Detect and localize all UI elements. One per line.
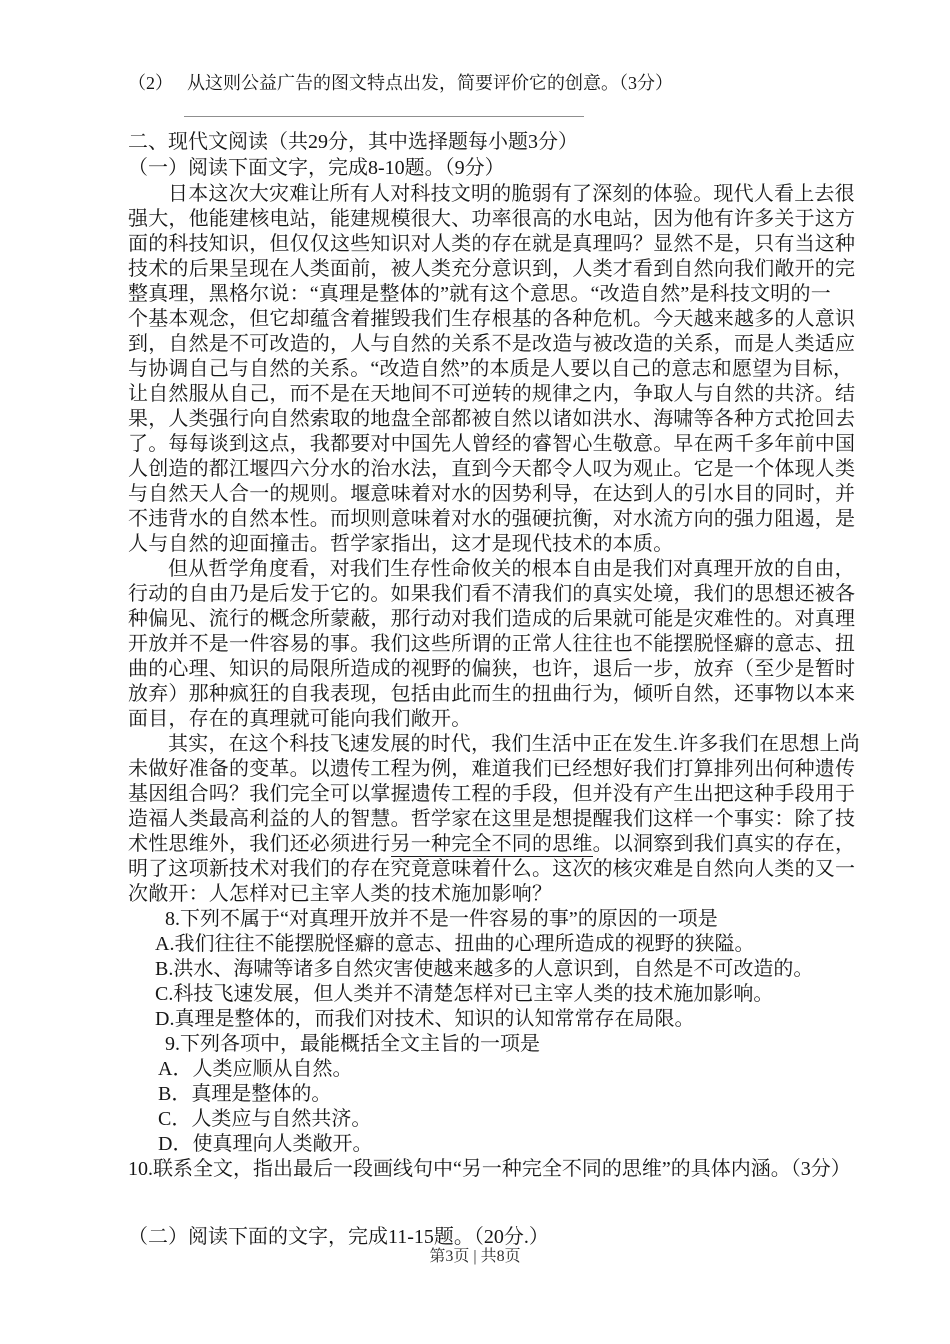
passage-line: 与自然天人合一的规则。堰意味着对水的因势利导，在达到人的引水目的同时，并: [128, 483, 856, 505]
passage-line: 种偏见、流行的概念所蒙蔽，那行动对我们造成的后果就可能是灾难性的。对真理: [128, 608, 856, 630]
passage-line: 未做好准备的变革。以遗传工程为例，难道我们已经想好我们打算排列出何种遗传: [128, 758, 856, 780]
passage-line: 曲的心理、知识的局限所造成的视野的偏狭，也许，退后一步，放弃（至少是暂时: [128, 658, 856, 680]
question-8-option-c: C.科技飞速发展，但人类并不清楚怎样对已主宰人类的技术施加影响。: [155, 983, 774, 1005]
question-10: 10.联系全文，指出最后一段画线句中“另一种完全不同的思维”的具体内涵。（3分）: [128, 1158, 851, 1180]
question-8-option-d: D.真理是整体的，而我们对技术、知识的认知常常存在局限。: [155, 1008, 695, 1030]
part-1-heading: （一）阅读下面文字，完成8-10题。（9分）: [128, 157, 505, 179]
passage-text: 术性思维外，我们还必须进行: [128, 833, 391, 855]
passage-line: 果，人类强行向自然索取的地盘全部都被自然以诸如洪水、海啸等各种方式抢回去: [128, 408, 856, 430]
passage-line: 人与自然的迎面撞击。哲学家指出，这才是现代技术的本质。: [128, 533, 674, 555]
reading-passage: [128, 182, 888, 907]
passage-line: 基因组合吗？我们完全可以掌握遗传工程的手段，但并没有产生出把这种手段用于: [128, 783, 856, 805]
question-8-option-b: B.洪水、海啸等诸多自然灾害使越来越多的人意识到，自然是不可改造的。: [155, 958, 814, 980]
question-2-label: （2）: [128, 73, 173, 93]
passage-paragraph-3: [128, 732, 888, 907]
passage-text: 。以洞察到我们真实的存在，: [592, 833, 856, 855]
passage-line: 技术的后果呈现在人类面前，被人类充分意识到，人类才看到自然向我们敞开的完: [128, 258, 856, 280]
passage-line: 了。每每谈到这点，我都要对中国先人曾经的睿智心生敬意。早在两千多年前中国: [128, 433, 856, 455]
passage-line: 强大，他能建核电站，能建规模很大、功率很高的水电站，因为他有许多关于这方: [128, 208, 856, 230]
page-footer: 第3页 | 共8页: [429, 1248, 521, 1265]
passage-paragraph-2: [128, 557, 888, 732]
question-9-option-c: C．人类应与自然共济。: [158, 1108, 372, 1130]
passage-line: 其实，在这个科技飞速发展的时代，我们生活中正在发生.许多我们在思想上尚: [168, 733, 860, 755]
passage-line: 整真理，黑格尔说：“真理是整体的”就有这个意思。“改造自然”是科技文明的一: [128, 283, 831, 305]
question-9-option-a: A．人类应顺从自然。: [158, 1058, 353, 1080]
answer-blank-line: [184, 116, 584, 117]
passage-line: 开放并不是一件容易的事。我们这些所谓的正常人往往也不能摆脱怪癖的意志、扭: [128, 633, 856, 655]
passage-line: 放弃）那种疯狂的自我表现，包括由此而生的扭曲行为，倾听自然，还事物以本来: [128, 683, 856, 705]
passage-line: 面的科技知识，但仅仅这些知识对人类的存在就是真理吗？显然不是，只有当这种: [128, 233, 856, 255]
section-2-heading: 二、现代文阅读（共29分，其中选择题每小题3分）: [128, 131, 578, 153]
passage-line: 人创造的都江堰四六分水的治水法，直到今天都令人叹为观止。它是一个体现人类: [128, 458, 856, 480]
passage-line: 行动的自由乃是后发于它的。如果我们看不清我们的真实处境，我们的思想还被各: [128, 583, 856, 605]
passage-line: 不违背水的自然本性。而坝则意味着对水的强硬抗衡，对水流方向的强力阻遏，是: [128, 508, 856, 530]
passage-line: 个基本观念，但它却蕴含着摧毁我们生存根基的各种危机。今天越来越多的人意识: [128, 308, 856, 330]
passage-line: 让自然服从自己，而不是在天地间不可逆转的规律之内，争取人与自然的共济。结: [128, 383, 856, 405]
question-2-line: [128, 70, 888, 96]
passage-line: 明了这项新技术对我们的存在究竟意味着什么。这次的核灾难是自然向人类的又一: [128, 858, 856, 880]
underlined-phrase: 另一种完全不同的思维: [390, 833, 593, 855]
question-2-text: 从这则公益广告的图文特点出发，简要评价它的创意。（3分）: [187, 73, 673, 93]
question-8: [128, 907, 888, 1032]
question-8-option-a: A.我们往往不能摆脱怪癖的意志、扭曲的心理所造成的视野的狭隘。: [155, 933, 755, 955]
passage-line: 造福人类最高利益的人的智慧。哲学家在这里是想提醒我们这样一个事实：除了技: [128, 808, 856, 830]
passage-line: 但从哲学角度看，对我们生存性命攸关的根本自由是我们对真理开放的自由，: [168, 558, 855, 580]
part-2-heading: （二）阅读下面的文字，完成11-15题。（20分.）: [128, 1226, 549, 1248]
question-9-stem: 9.下列各项中，最能概括全文主旨的一项是: [165, 1033, 540, 1055]
question-9-option-b: B．真理是整体的。: [158, 1083, 332, 1105]
question-8-stem: 8.下列不属于“对真理开放并不是一件容易的事”的原因的一项是: [165, 908, 718, 930]
passage-paragraph-1: [128, 182, 888, 557]
passage-line: 日本这次大灾难让所有人对科技文明的脆弱有了深刻的体验。现代人看上去很: [168, 183, 855, 205]
passage-line-with-underline: [128, 832, 888, 857]
question-9: [128, 1032, 888, 1157]
passage-line: 面目，存在的真理就可能向我们敞开。: [128, 708, 472, 730]
question-9-option-d: D．使真理向人类敞开。: [158, 1133, 373, 1155]
passage-line: 到，自然是不可改造的，人与自然的关系不是改造与被改造的关系，而是人类适应: [128, 333, 856, 355]
passage-line: 与协调自己与自然的关系。“改造自然”的本质是人要以自己的意志和愿望为目标，: [128, 358, 854, 380]
passage-line: 次敞开：人怎样对已主宰人类的技术施加影响？: [128, 883, 553, 905]
